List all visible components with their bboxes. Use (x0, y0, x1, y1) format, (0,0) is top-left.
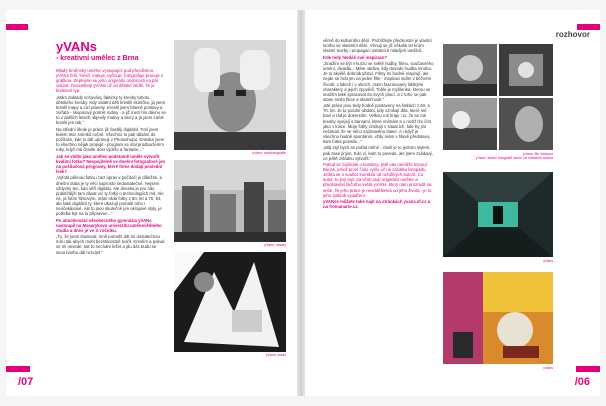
photo-collage (174, 252, 286, 352)
paragraph: „Vyfotit pěknou fotku i bez úprav v počítači je důležité, a dnešní doba je ty věci naprosto nedostatečné. Nejsem vždycky ten, kdo věří digitálu. Ale dneska je pro nás praktičtější tam dávat víc ty fotky o technologiích mít. Ale ne, já fotím filmovým, mám ráda fotky z 60. let a 70. let, ale také digitální ty, které ukazují pomalé toho i neočekávané. Ale to jsou skutečně jen okrajové styly, je potřeba být na to připraven...“ (56, 175, 164, 217)
photo-grid-2 (499, 44, 553, 96)
spine (297, 10, 305, 396)
autoportrait-image (174, 40, 286, 150)
photo-grid-3 (443, 98, 497, 150)
paragraph: „Můj styl bych se pořád měnil - chvíli je to jedním stylem, pak zase jiným. Kdo ví, kam to povede, ale jsem zvědavý, co ještě zvládnu vytvořit.“ (323, 145, 434, 161)
right-text-column (323, 38, 435, 390)
photo-colorful (443, 272, 553, 364)
paragraph: „Mé práce jsou tedy hodně postaveny na fotkách z 60. a 70. let. Je to pozdní období, kdy vznikají díla, které mě baví a rád je dokreslím. Velkou roli hraje i to, že se mé kresby vyvíjejí s barvami, které vnímám a v nichž lze číst jako v knize. Moje fotky vznikají v situacích, kde by jiní nečekali, že se něco zajímavého stane. A i když je všechno hodně spontánní, vždy mám v hlavě představu, kam fotka povede...“ (323, 103, 431, 144)
caption (443, 152, 553, 161)
page-number: /06 (574, 376, 590, 388)
grid-image-1 (443, 44, 497, 96)
intro-paragraph: Mladý brněnský umělec vystupující pod přezdívkou yVANs řeší, kreslí, maluje, vyřizuje, fotografuje pracuje s grafikou. Zeptejme se jeho originální osobnosti na pár otázek. Dvacetiletý yVANs už od dětství věděl, že je kreativní typ. (56, 68, 164, 94)
left-pink-bar (6, 24, 28, 30)
left-bottom-bar (6, 366, 30, 372)
photo-grid-4 (499, 98, 553, 150)
corridor-image (443, 172, 553, 257)
paragraph: Na střední škole je práce již častěji digitální. Fotí jsem kolem tisíc snímků ročně. Všechno to pak dávám do počítače, kde to dál upravuji v Photoshopu. Dneska jsem to všechno nějak propojil - program se stal prodloužením ruky, když má člověk dost výdrže a fantazie...“ (56, 126, 165, 153)
page-number: /07 (18, 376, 34, 388)
buildings-image (174, 160, 286, 242)
right-page (305, 10, 600, 396)
article-title: yVANs (56, 39, 97, 54)
grid-image-2 (499, 44, 553, 96)
left-page (6, 10, 297, 396)
caption: yVans (543, 259, 553, 263)
photo-autoportrait (174, 40, 286, 150)
right-bottom-bar (576, 366, 600, 372)
photo-grid-1 (443, 44, 497, 96)
paragraph: „To, že jsem studoval, mně pomohl dát mi dostatečnou míru tak abych mohl bezstarostně tvořit. Kreslím a pokud se mi nevede, tak to nechám ležet a jdu dál, budu se svou tvorbu dál rozvíjet.“ (56, 234, 165, 255)
highlight-paragraph: Pokud se zajímáte o komiksy, jistě vás nemůže minout Bucek, jehož první číslo vyšlo už na začátku listopadu. Jedná se o soubor komiksů od rozdílných autorů. Co autor, to jiný styl. Za vším stojí originální umělec a představitel fikčního světa yVANs, který nám prozradil na sebe, že jeho práce je neoddělitelná od jeho života - je to jeho způsob vyjádření. (323, 162, 432, 198)
photo-buildings (174, 160, 286, 242)
caption: yVans: autofotografie (252, 151, 286, 155)
paragraph: „Mám doklady schovány fakticky ty kresby tohoto dětského kresby. Kdy ostatní děti kreslili sluníčko, já jsem kreslil mapy a cizí planety. Kreslil jsem hlavně postavy a zvířata - skupinový portrét rodiny - a již mezi tím dávno se to v dalších letech objevily motivy a skicy a já jsem začal kreslit jen tak,“ (56, 94, 166, 126)
question: Jak se vidíte jako umělec podstatně uměle vytvořit kvalitní fotku? Nespojitelně ve dnešní fotografové jen na počítačová programy, které fotce dodají poslední lesk? (56, 153, 166, 174)
article-subtitle: - kreativní umělec z Brna (56, 55, 139, 62)
caption-line: yVans: sedmi fotografů okem od mladého autora (475, 156, 553, 161)
question: Po absolvování všeobecného gymnázia yVANs nastoupil na Masarykovu univerzitu uměnovědného studia a dnes je ve 3. ročníku. (56, 217, 162, 233)
photo-corridor (443, 172, 553, 257)
caption: yVans (543, 366, 553, 370)
caption: yVans: kolaž (265, 353, 286, 357)
left-text-column (56, 68, 166, 390)
question: Kde tedy hledáš své inspirace? (323, 54, 388, 60)
colorful-image (443, 272, 553, 364)
section-label: rozhovor (555, 30, 590, 39)
grid-image-4 (499, 98, 553, 150)
grid-image-3 (443, 98, 497, 150)
caption: yVans: otiskly (264, 243, 286, 247)
contact-note: yVANse můžete také najít na stránkách yvans.ef.cz a na fromanarte.cz. (323, 199, 431, 210)
caption-line: yVans: flik Vedoucí (522, 152, 553, 156)
collage-image (174, 252, 286, 352)
paragraph: „Snažím se být v kurzu ve světě hudby, filmu, současného umění, divadla... Mám obdivu, kdy dovede hudba mnoho. Je to skvělé dobrodružství. Filmy mi hodně inspirují, ale nejde se hrát jen na jeden film - inspiraci vidím v běžném životě, v lidech i v ulicích. Jsem fascinovaný lidskými charaktery a jejich zpovědí. Tohle je myšlenka, kterou se snažím také zpracovat do svých prací, a z toho se pak stane směs fikce a skutečnosti.“ (323, 61, 434, 102)
paragraph: věrně do kulturního dění. Prohlížejte přednostní je vlastní tvorbu ve vlastním dění. Věnuji se již několik let krom vlastní tvorby i propagaci ostatních mladých umělců. (323, 38, 432, 54)
